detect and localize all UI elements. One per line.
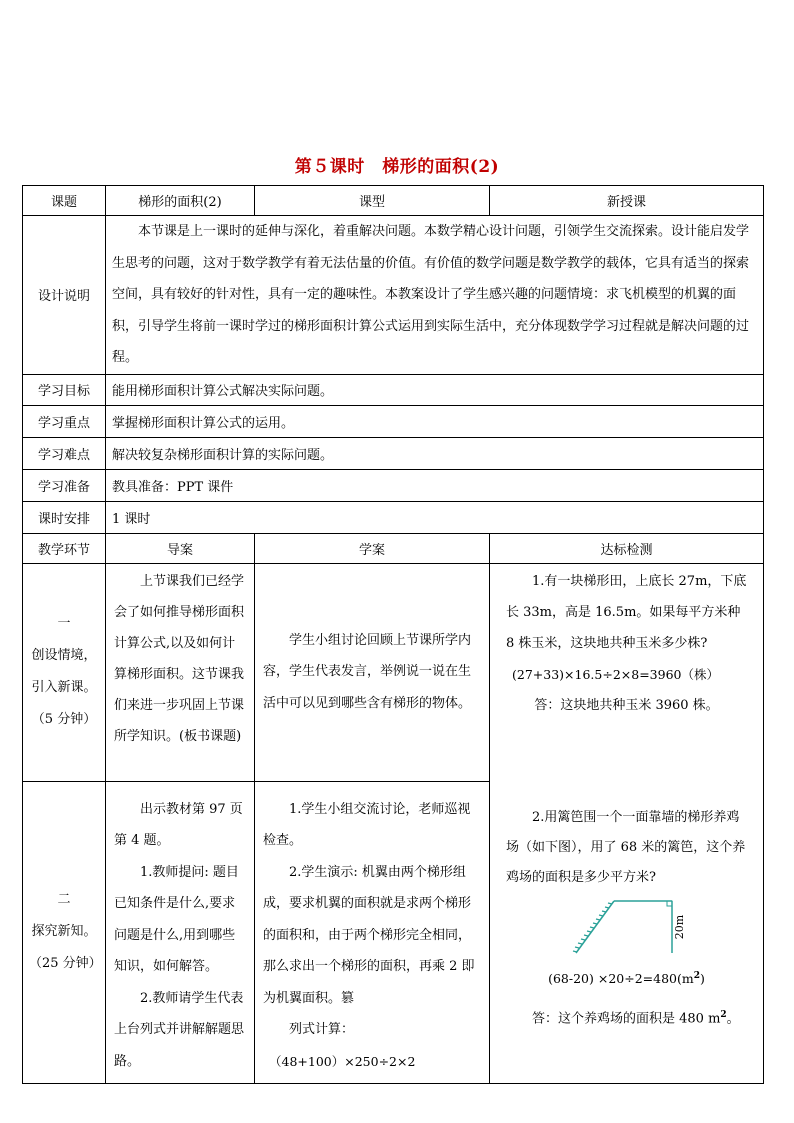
check-q1-formula: (27+33)×16.5÷2×8=3960（株） [512,666,719,682]
check-q2: 2.用篱笆围一个一面靠墙的梯形养鸡场（如下图），用了 68 米的篱笆，这个养鸡场的面积是多少平方米? [506,809,746,885]
schedule-label: 课时安排 [23,501,106,533]
stage2-xuean-p2-text: 2.学生演示: 机翼由两个梯形组成，要求机翼的面积就是求两个梯形的面积和，由于两个梯形完全相同，那么求出一个梯形的面积，再乘 2 即为机翼面积。 [263,864,475,1006]
check-q2-formula-sup: 2 [693,970,700,981]
check-q2-answer [506,1000,747,1034]
stage2-label [23,781,106,1083]
key-text: 掌握梯形面积计算公式的运用。 [106,405,764,437]
topic-label: 课题 [23,186,106,216]
stage2-name: 探究新知。 [31,924,97,939]
stage2-daoan-p1: 出示教材第 97 页第 4 题。 [114,801,243,848]
check-q1-answer: 答：这块地共种玉米 3960 株。 [534,697,719,713]
column-dabiao: 达标检测 [490,533,764,563]
stage1-daoan [106,563,255,781]
type-label: 课型 [255,186,490,216]
stage1-name-line2: 引入新课。 [31,680,97,695]
page-title: 第５课时 梯形的面积(2) [294,157,500,177]
schedule-text: 1 课时 [106,501,764,533]
prep-text: 教具准备：PPT 课件 [106,469,764,501]
goal-row [23,374,764,405]
column-header-row [23,533,764,563]
goal-text: 能用梯形面积计算公式解决实际问题。 [106,374,764,405]
stage1-xuean [255,563,490,781]
goal-label: 学习目标 [23,374,106,405]
stage2-daoan-p2: 1.教师提问: 题目已知条件是什么,要求问题是什么,用到哪些知识，如何解答。 [114,864,239,974]
stage1-daoan-text: 上节课我们已经学会了如何推导梯形面积计算公式,以及如何计算梯形面积。这节课我们来进一步巩固上节课所学知识。(板书课题) [114,573,245,744]
stage2-number: 二 [57,892,71,907]
topic-value: 梯形的面积(2) [106,186,255,216]
design-text: 本节课是上一课时的延伸与深化，着重解决问题。本数学精心设计问题，引领学生交流探索。设计能启发学生思考的问题，这对于数学教学有着无法估量的价值。有价值的数学问题是数学教学的载体，它具有适当的探索空间，具有较好的针对性，具有一定的趣味性。本教案设计了学生感兴趣的问题情境：求飞机模型的机翼的面积，引导学生将前一课时学过的梯形面积计算公式运用到实际生活中，充分体现数学学习过程就是解决问题的过程。 [106,216,764,375]
stage1-label [23,563,106,781]
stage2-xuean-p3: 列式计算： [289,1022,355,1037]
stage2-time: （25 分钟） [29,956,102,971]
figure-slanted-edge [576,901,614,953]
schedule-row [23,501,764,533]
column-xuean: 学案 [255,533,490,563]
design-label: 设计说明 [23,216,106,375]
check-q2-answer-end: 。 [726,1010,740,1026]
type-value: 新授课 [490,186,764,216]
column-daoan: 导案 [106,533,255,563]
prep-row [23,469,764,501]
design-row [23,216,764,375]
check-q2-formula-end: ) [700,970,705,986]
key-row [23,405,764,437]
difficulty-row [23,437,764,469]
wall-hatching [573,903,612,952]
topic-row [23,186,764,216]
stage1-time: （5 分钟） [31,712,97,727]
difficulty-label: 学习难点 [23,437,106,469]
check-q2-formula-text: (68-20) ×20÷2=480(m [548,970,694,986]
prep-label: 学习准备 [23,469,106,501]
stage1-row [23,563,764,781]
stage2-xuean-p2-tail: 篡 [341,990,355,1006]
stage2-daoan-p3: 2.教师请学生代表上台列式并讲解解题思路。 [114,990,245,1069]
stage2-xuean-p2 [263,857,481,1015]
stage2-daoan [106,781,255,1083]
check-q1: 1.有一块梯形田，上底长 27m，下底长 33m，高是 16.5m。如果每平方米种 8 株玉米，这块地共种玉米多少株? [506,573,747,651]
check-cell [490,563,764,1083]
stage2-xuean-formula: （48+100）×250÷2×2 [269,1053,416,1069]
stage1-xuean-text: 学生小组讨论回顾上节课所学内容，学生代表发言，举例说一说在生活中可以见到哪些含有梯形的物体。 [263,632,472,711]
chicken-yard-figure [572,895,692,961]
check-q2-answer-sup: 2 [720,1009,727,1020]
stage1-name-line1: 创设情境， [31,648,97,663]
check-q2-formula [506,961,747,994]
stage2-xuean [255,781,490,1083]
key-label: 学习重点 [23,405,106,437]
lesson-plan-table [22,185,764,1084]
difficulty-text: 解决较复杂梯形面积计算的实际问题。 [106,437,764,469]
figure-height-label: 20m [673,914,686,939]
stage2-xuean-p1: 1.学生小组交流讨论，老师巡视检查。 [263,801,471,848]
column-stage: 教学环节 [23,533,106,563]
check-q2-answer-text: 答：这个养鸡场的面积是 480 m [532,1010,721,1026]
stage1-number: 一 [57,616,71,631]
